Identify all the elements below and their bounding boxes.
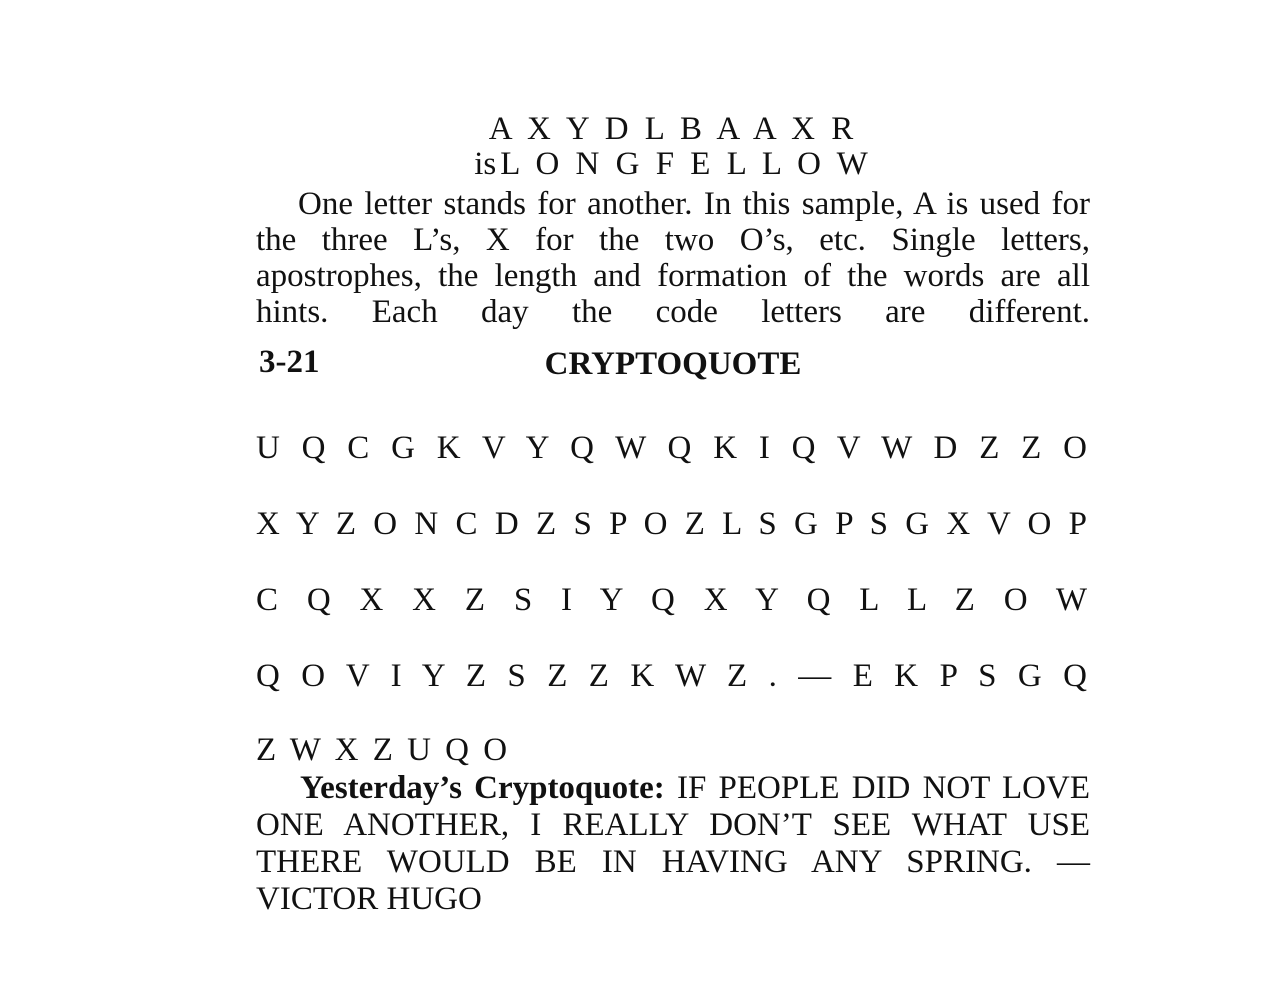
answer-label: Yesterday’s Cryptoquote: [300,770,665,806]
sample-code-text: A X Y D L B A A X R [488,111,858,147]
sample-plain-word: L O N G F E L L O W [500,146,872,182]
cipher-line-3: C Q X X Z S I Y Q X Y Q L L Z O W [256,582,1090,618]
cipher-line-2: X Y Z O N C D Z S P O Z L S G P S G X V O P [256,506,1090,542]
yesterday-answer [256,770,1090,918]
sample-is-word: is [474,146,497,182]
puzzle-title: CRYPTOQUOTE [544,346,802,382]
instructions-paragraph: One letter stands for another. In this sample, A is used for the three L’s, X for the two O’s, etc. Single letters, apostrophes, the length and formation of the words are all hints. Each day the code letters are different. [256,186,1090,330]
cipher-line-1: U Q C G K V Y Q W Q K I Q V W D Z Z O [256,430,1090,466]
answer-text: IF PEOPLE DID NOT LOVE ONE ANOTHER, I REALLY DON’T SEE WHAT USE THERE WOULD BE IN HAVING ANY SPRING. — VICTOR HUGO [256,770,1090,917]
cipher-line-4: Q O V I Y Z S Z Z K W Z . — E K P S G Q [256,658,1090,694]
sample-plain-text [256,145,1090,183]
puzzle-number: 3-21 [259,344,320,380]
cipher-line-5: Z W X Z U Q O [256,732,511,768]
